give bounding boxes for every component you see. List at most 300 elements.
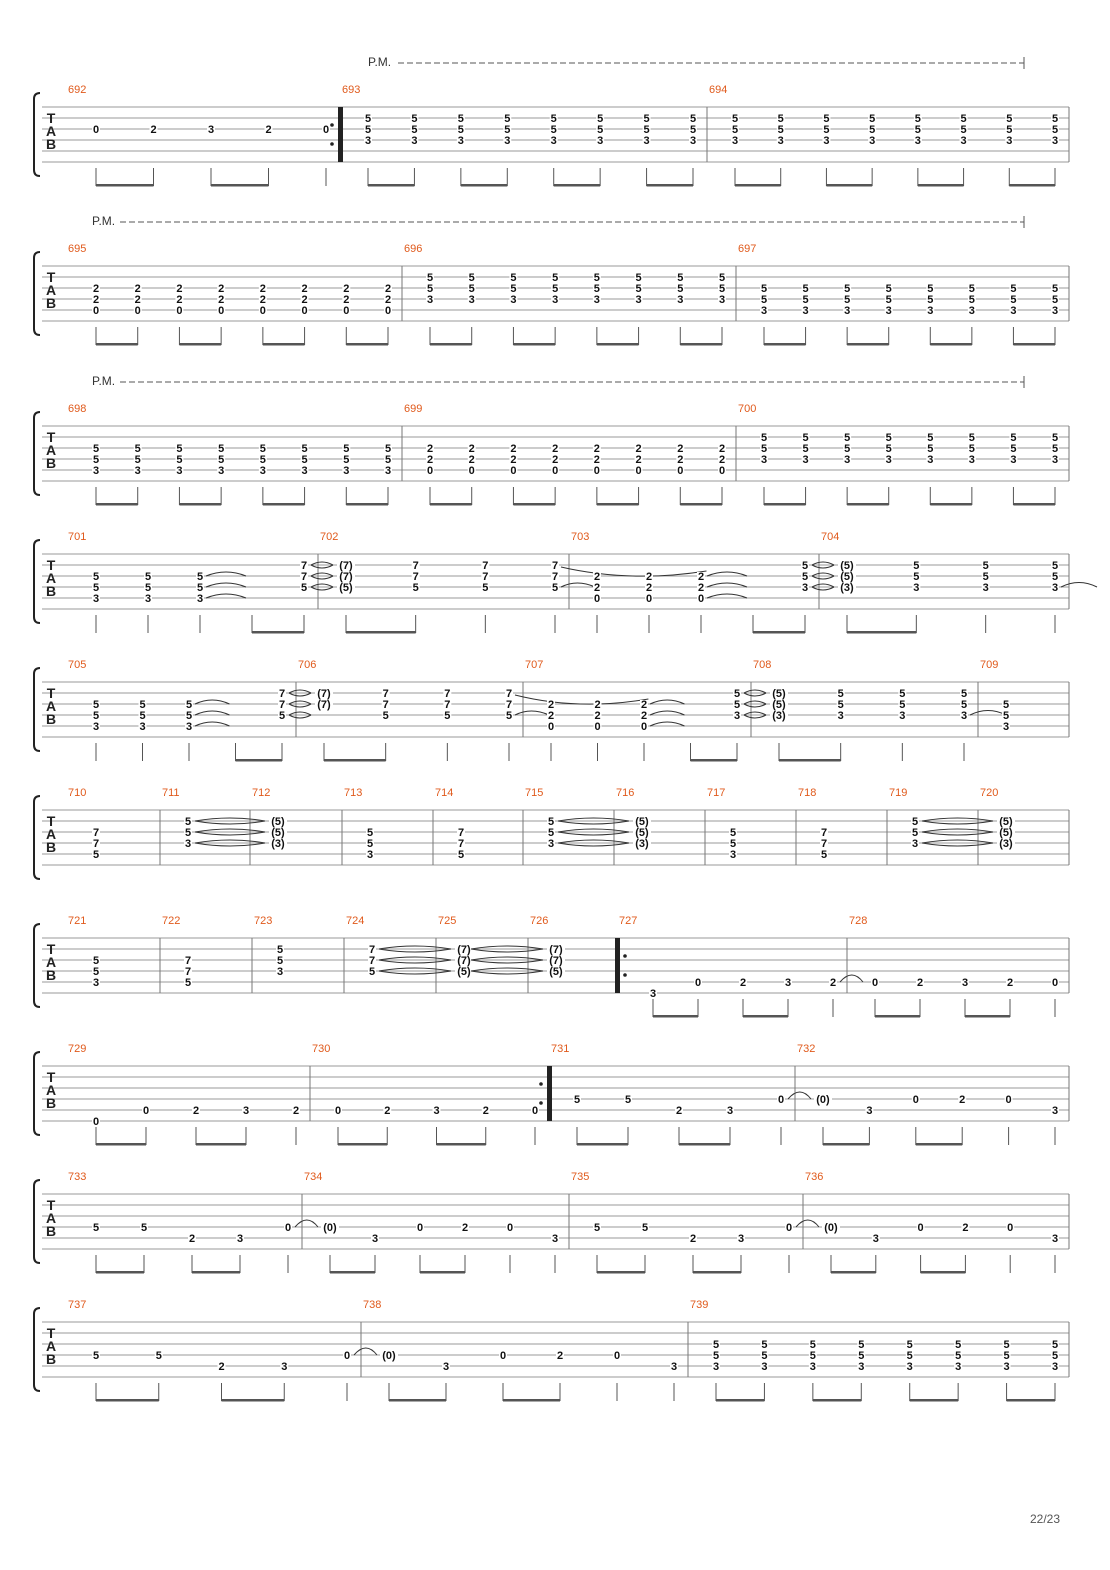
beam <box>513 503 555 506</box>
fret-number: (7) <box>457 955 471 967</box>
fret-number: 5 <box>384 454 392 466</box>
fret-number: (5) <box>339 582 353 594</box>
fret-number: 3 <box>547 838 555 850</box>
fret-number: 2 <box>92 294 100 306</box>
fret-number: 5 <box>1010 283 1017 295</box>
system-bracket <box>34 796 40 879</box>
fret-number: 3 <box>504 135 511 147</box>
tab-clef-letter: A <box>45 1082 57 1098</box>
fret-number: 3 <box>236 1233 244 1245</box>
fret-number: 2 <box>640 699 648 711</box>
fret-number: 3 <box>92 465 100 477</box>
fret-number: 3 <box>301 465 308 477</box>
tab-clef-letter: T <box>46 1069 56 1085</box>
fret-number: (5) <box>772 699 786 711</box>
fret-number: 5 <box>733 688 741 700</box>
measure-number: 732 <box>797 1043 816 1055</box>
fret-number: 5 <box>914 113 921 125</box>
fret-number: 2 <box>218 294 225 306</box>
fret-number: 5 <box>259 443 266 455</box>
measure-number: 739 <box>690 1299 709 1311</box>
fret-number: 0 <box>322 124 330 136</box>
fret-number: 2 <box>689 1233 697 1245</box>
fret-number: (5) <box>999 827 1013 839</box>
beam <box>823 1143 869 1146</box>
fret-number: 2 <box>468 454 475 466</box>
fret-number: 5 <box>677 283 684 295</box>
fret-number: 2 <box>635 454 642 466</box>
fret-number: 3 <box>1051 305 1059 317</box>
fret-number: 2 <box>176 294 183 306</box>
fret-number: 3 <box>982 582 989 594</box>
fret-number: 2 <box>1006 977 1014 989</box>
repeat-dot <box>330 142 334 146</box>
fret-number: 5 <box>184 827 192 839</box>
fret-number: 2 <box>461 1222 469 1234</box>
fret-number: 0 <box>552 465 559 477</box>
beam <box>196 1143 246 1146</box>
tie-arc <box>354 1348 377 1355</box>
beam <box>597 1271 645 1274</box>
beam <box>916 1143 962 1146</box>
measure-number: 735 <box>571 1171 590 1183</box>
beam <box>930 343 972 346</box>
tab-clef-letter: T <box>46 941 56 957</box>
fret-number: 3 <box>906 1361 913 1373</box>
fret-number: (5) <box>999 816 1013 828</box>
fret-number: 0 <box>343 1350 351 1362</box>
fret-number: 3 <box>1010 305 1017 317</box>
tab-system <box>34 1299 1069 1402</box>
fret-number: 5 <box>760 294 768 306</box>
beam <box>430 343 472 346</box>
fret-number: 2 <box>384 283 392 295</box>
fret-number: 5 <box>468 283 475 295</box>
fret-number: 5 <box>643 124 650 136</box>
fret-number: 5 <box>809 1339 816 1351</box>
beam <box>847 503 889 506</box>
fret-number: 2 <box>677 443 684 455</box>
fret-number: 2 <box>645 582 653 594</box>
fret-number: 3 <box>281 1361 288 1373</box>
repeat-dot <box>330 123 334 127</box>
fret-number: 5 <box>911 827 919 839</box>
fret-number: 5 <box>712 1350 720 1362</box>
measure-number: 724 <box>346 915 365 927</box>
fret-number: 5 <box>955 1350 962 1362</box>
fret-number: 5 <box>968 432 975 444</box>
fret-number: (5) <box>635 827 649 839</box>
beam <box>461 184 507 187</box>
fret-number: 5 <box>718 283 726 295</box>
fret-number: 3 <box>176 465 183 477</box>
beam <box>764 503 806 506</box>
fret-number: 5 <box>885 283 892 295</box>
slide-arc <box>707 583 747 587</box>
fret-number: 2 <box>265 124 272 136</box>
fret-number: 2 <box>739 977 747 989</box>
fret-number: 5 <box>411 124 418 136</box>
fret-number: 3 <box>426 294 434 306</box>
fret-number: 3 <box>914 135 921 147</box>
fret-number: 5 <box>1006 124 1013 136</box>
fret-number: (5) <box>635 816 649 828</box>
fret-number: 7 <box>505 688 513 700</box>
fret-number: 3 <box>593 294 600 306</box>
fret-number: 3 <box>858 1361 865 1373</box>
fret-number: 0 <box>468 465 475 477</box>
measure-number: 694 <box>709 84 728 96</box>
fret-number: 2 <box>426 443 434 455</box>
fret-number: 3 <box>777 135 784 147</box>
fret-number: 5 <box>140 1222 148 1234</box>
beam <box>653 1015 698 1018</box>
fret-number: 5 <box>593 283 600 295</box>
fret-number: 0 <box>510 465 517 477</box>
fret-number: 5 <box>927 294 934 306</box>
beam <box>779 759 841 762</box>
fret-number: 3 <box>510 294 517 306</box>
fret-number: 7 <box>382 699 389 711</box>
fret-number: 0 <box>718 465 726 477</box>
fret-number: 5 <box>343 443 350 455</box>
beam <box>96 343 138 346</box>
fret-number: 5 <box>968 294 975 306</box>
fret-number: 5 <box>968 443 975 455</box>
fret-number: 2 <box>593 443 600 455</box>
measure-number: 736 <box>805 1171 824 1183</box>
fret-number: 5 <box>218 443 225 455</box>
fret-number: 2 <box>150 124 157 136</box>
fret-number: 3 <box>737 1233 745 1245</box>
fret-number: 3 <box>1051 582 1059 594</box>
fret-number: (3) <box>840 582 854 594</box>
fret-number: 5 <box>689 124 697 136</box>
measure-number: 706 <box>298 659 317 671</box>
fret-number: 7 <box>482 560 489 572</box>
fret-number: 5 <box>913 560 920 572</box>
beam <box>430 503 472 506</box>
fret-number: 7 <box>368 955 376 967</box>
fret-number: 3 <box>411 135 418 147</box>
fret-number: 5 <box>731 124 739 136</box>
beam <box>179 503 221 506</box>
fret-number: 5 <box>955 1339 962 1351</box>
tab-clef-letter: T <box>46 557 56 573</box>
fret-number: 7 <box>382 688 389 700</box>
fret-number: 0 <box>594 721 601 733</box>
beam <box>753 631 805 634</box>
measure-number: 703 <box>571 531 590 543</box>
fret-number: 2 <box>552 443 559 455</box>
beam <box>930 503 972 506</box>
fret-number: 2 <box>697 571 705 583</box>
fret-number: 5 <box>960 688 968 700</box>
fret-number: (0) <box>824 1222 838 1234</box>
fret-number: 5 <box>468 272 475 284</box>
fret-number: 5 <box>426 283 434 295</box>
fret-number: 5 <box>1051 294 1059 306</box>
fret-number: 3 <box>872 1233 879 1245</box>
measure-number: 727 <box>619 915 638 927</box>
page-number: 22/23 <box>1030 1512 1061 1526</box>
fret-number: 2 <box>675 1105 683 1117</box>
fret-number: 3 <box>726 1105 734 1117</box>
measure-number: 699 <box>404 403 423 415</box>
fret-number: 0 <box>499 1350 507 1362</box>
fret-number: 5 <box>550 113 557 125</box>
measure-number: 716 <box>616 787 635 799</box>
beam <box>338 1143 387 1146</box>
measure-number: 737 <box>68 1299 87 1311</box>
measure-number: 695 <box>68 243 87 255</box>
fret-number: 0 <box>640 721 648 733</box>
tab-clef-letter: A <box>45 826 57 842</box>
fret-number: 5 <box>823 113 830 125</box>
fret-number: 2 <box>594 699 601 711</box>
system-bracket <box>34 93 40 176</box>
tab-clef-letter: B <box>45 295 57 311</box>
fret-number: 5 <box>677 272 684 284</box>
fret-number: 2 <box>640 710 648 722</box>
fret-number: 3 <box>635 294 642 306</box>
fret-number: 5 <box>802 283 809 295</box>
tab-clef-letter: T <box>46 813 56 829</box>
measure-number: 738 <box>363 1299 382 1311</box>
measure-number: 693 <box>342 84 361 96</box>
fret-number: 3 <box>869 135 876 147</box>
beam <box>252 631 304 634</box>
tab-clef-letter: B <box>45 136 57 152</box>
fret-number: 5 <box>733 699 741 711</box>
fret-number: 7 <box>482 571 489 583</box>
fret-number: (7) <box>457 944 471 956</box>
fret-number: 5 <box>597 113 604 125</box>
tab-clef-letter: B <box>45 1223 57 1239</box>
tab-system <box>34 531 1097 634</box>
measure-number: 717 <box>707 787 726 799</box>
fret-number: 5 <box>184 816 192 828</box>
fret-number: 5 <box>731 113 739 125</box>
fret-number: 5 <box>176 454 183 466</box>
fret-number: 7 <box>278 688 286 700</box>
fret-number: 5 <box>1051 113 1059 125</box>
tab-clef-letter: B <box>45 1351 57 1367</box>
tab-clef-letter: T <box>46 685 56 701</box>
slide-arc <box>206 572 246 576</box>
fret-number: (5) <box>840 571 854 583</box>
fret-number: 2 <box>697 582 705 594</box>
fret-number: 0 <box>677 465 684 477</box>
fret-number: 7 <box>412 560 419 572</box>
measure-number: 734 <box>304 1171 323 1183</box>
tie-arc <box>796 1220 819 1227</box>
fret-number: 5 <box>885 443 892 455</box>
fret-number: 5 <box>1051 124 1059 136</box>
fret-number: 5 <box>343 454 350 466</box>
fret-number: 2 <box>259 283 266 295</box>
fret-number: 5 <box>593 1222 601 1234</box>
beam <box>577 1143 628 1146</box>
measure-number: 702 <box>320 531 339 543</box>
slide-arc <box>650 700 685 704</box>
fret-number: (7) <box>339 560 353 572</box>
tab-system <box>34 374 1069 506</box>
fret-number: 0 <box>1051 977 1059 989</box>
fret-number: 5 <box>1010 443 1017 455</box>
measure-number: 700 <box>738 403 757 415</box>
fret-number: 7 <box>412 571 419 583</box>
fret-number: 3 <box>218 465 225 477</box>
fret-number: 5 <box>504 124 511 136</box>
fret-number: 5 <box>927 283 934 295</box>
fret-number: 5 <box>457 124 464 136</box>
fret-number: 0 <box>301 305 308 317</box>
fret-number: 5 <box>504 113 511 125</box>
fret-number: 3 <box>670 1361 678 1373</box>
fret-number: 3 <box>760 305 768 317</box>
fret-number: 5 <box>885 294 892 306</box>
fret-number: 2 <box>718 443 726 455</box>
fret-number: 3 <box>433 1105 440 1117</box>
fret-number: 0 <box>635 465 642 477</box>
fret-number: 5 <box>635 272 642 284</box>
fret-number: 5 <box>802 294 809 306</box>
measure-number: 714 <box>435 787 454 799</box>
tab-clef-letter: A <box>45 954 57 970</box>
fret-number: (5) <box>549 966 563 978</box>
tie-arc <box>970 711 1006 716</box>
fret-number: 3 <box>866 1105 873 1117</box>
tab-clef-letter: A <box>45 698 57 714</box>
measure-number: 723 <box>254 915 273 927</box>
tie-arc <box>561 583 595 587</box>
tie-arc <box>1061 583 1097 588</box>
system-bracket <box>34 668 40 751</box>
fret-number: (0) <box>382 1350 396 1362</box>
fret-number: 5 <box>384 443 392 455</box>
fret-number: 3 <box>643 135 650 147</box>
measure-number: 731 <box>551 1043 570 1055</box>
fret-number: 5 <box>712 1339 720 1351</box>
fret-number: 5 <box>134 443 141 455</box>
fret-number: 3 <box>677 294 684 306</box>
repeat-start-bar <box>615 938 620 993</box>
fret-number: 3 <box>968 305 975 317</box>
fret-number: 5 <box>92 454 100 466</box>
system-bracket <box>34 1052 40 1135</box>
fret-number: 5 <box>968 283 975 295</box>
fret-number: 5 <box>382 710 389 722</box>
fret-number: 3 <box>343 465 350 477</box>
measure-number: 711 <box>162 787 180 799</box>
repeat-dot <box>539 1101 543 1105</box>
tab-clef-letter: A <box>45 570 57 586</box>
fret-number: 5 <box>1051 1350 1059 1362</box>
slide-arc <box>195 722 230 726</box>
fret-number: 5 <box>858 1339 865 1351</box>
fret-number: 5 <box>144 571 152 583</box>
fret-number: (0) <box>816 1094 830 1106</box>
repeat-dot <box>623 954 627 958</box>
fret-number: 0 <box>645 593 653 605</box>
system-bracket <box>34 412 40 495</box>
fret-number: 2 <box>635 443 642 455</box>
fret-number: 3 <box>802 454 809 466</box>
fret-number: 3 <box>185 721 193 733</box>
fret-number: 3 <box>801 582 809 594</box>
beam <box>346 631 416 634</box>
fret-number: 5 <box>185 699 193 711</box>
fret-number: 5 <box>844 294 851 306</box>
fret-number: 7 <box>457 838 465 850</box>
beam <box>211 184 269 187</box>
fret-number: 7 <box>457 827 465 839</box>
fret-number: 2 <box>829 977 837 989</box>
fret-number: (0) <box>323 1222 337 1234</box>
measure-number: 705 <box>68 659 87 671</box>
fret-number: 3 <box>139 721 146 733</box>
fret-number: 3 <box>364 135 372 147</box>
fret-number: 5 <box>960 113 967 125</box>
fret-number: 0 <box>134 305 141 317</box>
measure-number: 719 <box>889 787 908 799</box>
fret-number: 5 <box>1002 710 1010 722</box>
fret-number: 7 <box>820 838 828 850</box>
fret-number: 5 <box>624 1094 632 1106</box>
fret-number: (7) <box>317 688 331 700</box>
fret-number: 5 <box>844 432 851 444</box>
fret-number: 0 <box>92 305 100 317</box>
fret-number: 5 <box>92 582 100 594</box>
tab-clef-letter: T <box>46 1325 56 1341</box>
slide-arc <box>195 711 230 715</box>
fret-number: 5 <box>510 283 517 295</box>
fret-number: 3 <box>968 454 975 466</box>
fret-number: 2 <box>594 710 601 722</box>
fret-number: 5 <box>155 1350 162 1362</box>
beam <box>192 1271 240 1274</box>
measure-number: 692 <box>68 84 87 96</box>
fret-number: 5 <box>92 710 100 722</box>
fret-number: 2 <box>547 699 555 711</box>
fret-number: 5 <box>278 710 286 722</box>
measure-number: 701 <box>68 531 87 543</box>
fret-number: 3 <box>961 977 969 989</box>
tab-clef-letter: B <box>45 1095 57 1111</box>
fret-number: 2 <box>192 1105 200 1117</box>
slide-arc <box>650 722 685 726</box>
measure-number: 713 <box>344 787 363 799</box>
fret-number: 5 <box>960 699 968 711</box>
fret-number: 0 <box>343 305 350 317</box>
fret-number: (5) <box>271 827 285 839</box>
tab-clef-letter: A <box>45 442 57 458</box>
fret-number: (5) <box>457 966 471 978</box>
palm-mute-label: P.M. <box>92 214 116 228</box>
fret-number: 5 <box>761 1350 768 1362</box>
beam <box>875 1015 920 1018</box>
fret-number: 5 <box>196 571 204 583</box>
fret-number: (7) <box>549 944 563 956</box>
fret-number: 5 <box>641 1222 649 1234</box>
fret-number: 3 <box>597 135 604 147</box>
measure-number: 730 <box>312 1043 331 1055</box>
fret-number: 5 <box>906 1339 913 1351</box>
fret-number: 5 <box>729 838 737 850</box>
fret-number: 3 <box>712 1361 720 1373</box>
fret-number: 3 <box>184 838 192 850</box>
